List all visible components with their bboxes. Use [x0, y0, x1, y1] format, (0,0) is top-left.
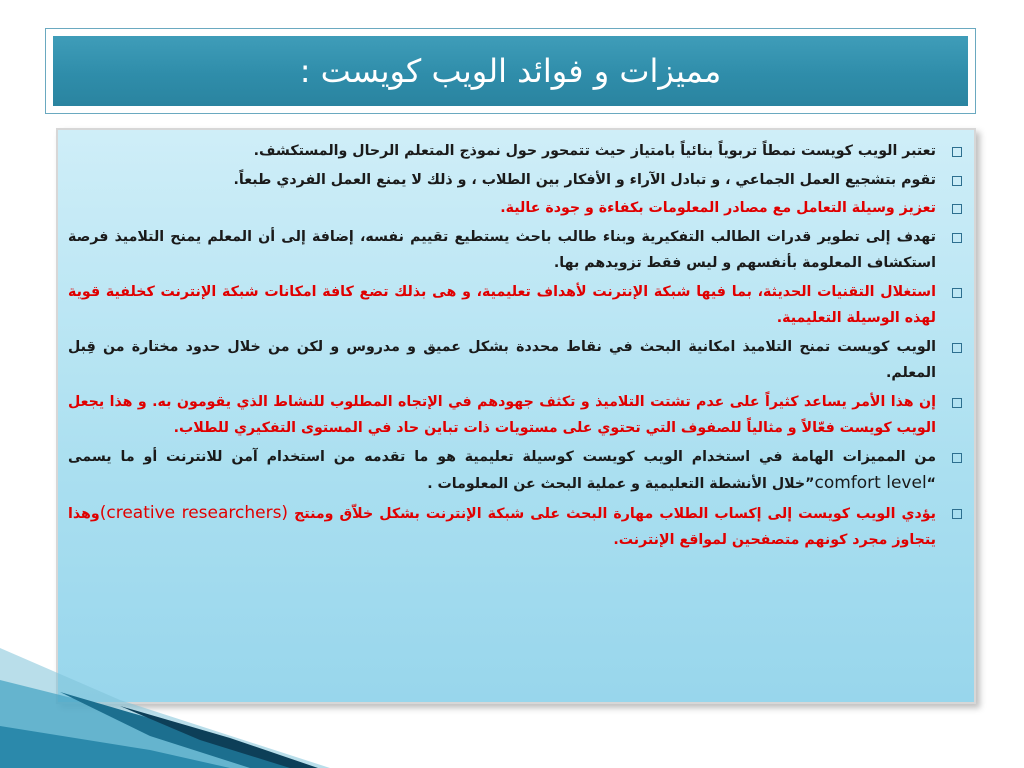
bullet-item [68, 389, 962, 442]
bullet-text-part: من المميزات الهامة في استخدام الويب كويست كوسيلة تعليمية هو ما تقدمه من استخدام آمن للانترنت أو ما يسمى “ [68, 448, 936, 492]
bullet-item [68, 444, 962, 498]
bullet-text-mixed [68, 444, 936, 498]
bullet-text: تعزيز وسيلة التعامل مع مصادر المعلومات بكفاءة و جودة عالية. [500, 200, 936, 216]
slide-title: مميزات و فوائد الويب كويست : [299, 52, 722, 90]
square-bullet-icon [952, 398, 962, 408]
bullet-list [58, 130, 974, 554]
latin-term: (creative researchers) [99, 502, 289, 523]
bullet-item [68, 167, 962, 194]
square-bullet-icon [952, 453, 962, 463]
content-box [56, 128, 976, 704]
bullet-item [68, 500, 962, 554]
bullet-text: تقوم بتشجيع العمل الجماعي ، و تبادل الآراء و الأفكار بين الطلاب ، و ذلك لا يمنع العمل الفردي طبعاً. [233, 171, 936, 188]
bullet-text-part: ”خلال الأنشطة التعليمية و عملية البحث عن المعلومات . [427, 476, 815, 492]
bullet-item [68, 279, 962, 332]
bullet-item [68, 195, 962, 222]
bullet-item [68, 224, 962, 277]
title-bar [53, 36, 968, 106]
bullet-text: تهدف إلى تطوير قدرات الطالب التفكيرية وبناء طالب باحث يستطيع تقييم نفسه، إضافة إلى أن المعلم يمنح التلاميذ فرصة استكشاف المعلومة بأنفسهم و ليس فقط تزويدهم بها. [68, 228, 936, 271]
bullet-text: استغلال التقنيات الحديثة، بما فيها شبكة الإنترنت لأهداف تعليمية، و هى بذلك تضع كافة امكانات شبكة الإنترنت كخلفية قوية لهذه الوسيلة التعليمية. [68, 283, 936, 326]
square-bullet-icon [952, 147, 962, 157]
bullet-text-mixed [68, 500, 936, 554]
square-bullet-icon [952, 288, 962, 298]
latin-term: comfort level [814, 473, 927, 493]
bullet-text: تعتبر الويب كويست نمطاً تربوياً بنائياً بامتياز حيث تتمحور حول نموذج المتعلم الرحال والمستكشف. [253, 143, 936, 159]
bullet-item [68, 334, 962, 387]
square-bullet-icon [952, 204, 962, 214]
bullet-text: الويب كويست تمنح التلاميذ امكانية البحث في نقاط محددة بشكل عميق و مدروس و لكن من خلال حدود مختارة من قِبل المعلم. [68, 338, 936, 381]
square-bullet-icon [952, 343, 962, 353]
bullet-text-part: وهذا يتجاوز مجرد كونهم متصفحين لمواقع الإنترنت. [68, 505, 936, 548]
square-bullet-icon [952, 509, 962, 519]
square-bullet-icon [952, 233, 962, 243]
bullet-text-part: يؤدي الويب كويست إلى إكساب الطلاب مهارة البحث على شبكة الإنترنت بشكل خلاّق ومنتج [288, 505, 937, 522]
bullet-item [68, 138, 962, 165]
square-bullet-icon [952, 176, 962, 186]
bullet-text: إن هذا الأمر يساعد كثيراً على عدم تشتت التلاميذ و تكثف جهودهم في الإتجاه المطلوب للنشاط الذي يقومون به. و هذا يجعل الويب كويست فعّالاً و مثالياً للصفوف التي تحتوي على مستويات ذات تباين حاد في المستوى التفكيري للطلاب. [68, 393, 936, 436]
